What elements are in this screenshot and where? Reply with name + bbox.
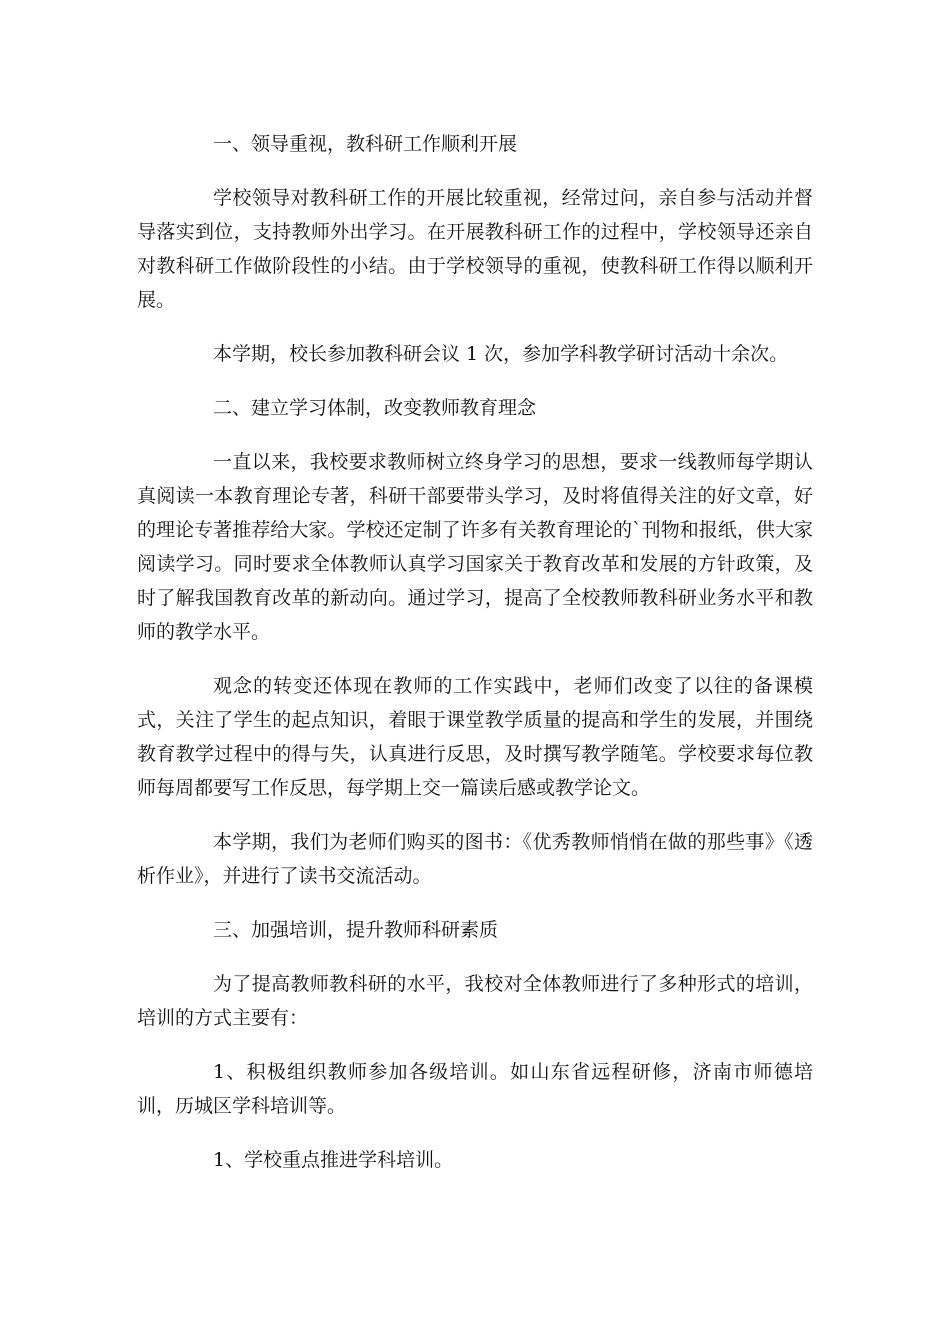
section-heading-leadership: 一、领导重视，教科研工作顺利开展	[213, 133, 518, 155]
paragraph-concept-change: 观念的转变还体现在教师的工作实践中，老师们改变了以往的备课模式，关注了学生的起点知识，着眼于课堂教学质量的提高和学生的发展，并围绕教育教学过程中的得与失，认真进行反思，及时撰写教学随笔。学校要求每位教师每周都要写工作反思，每学期上交一篇读后感或教学论文。	[137, 675, 813, 799]
paragraph-books-purchased: 本学期，我们为老师们购买的图书：《优秀教师悄悄在做的那些事》《透析作业》，并进行了读书交流活动。	[137, 831, 813, 887]
section-heading-learning-system: 二、建立学习体制，改变教师教育理念	[213, 397, 537, 419]
paragraph-training-intro: 为了提高教师教科研的水平，我校对全体教师进行了多种形式的培训，培训的方式主要有：	[137, 973, 813, 1029]
document-body	[137, 127, 813, 1197]
section-heading-training: 三、加强培训，提升教师科研素质	[213, 919, 499, 941]
paragraph-lifelong-learning: 一直以来，我校要求教师树立终身学习的思想，要求一线教师每学期认真阅读一本教育理论专著，科研干部要带头学习，及时将值得关注的好文章，好的理论专著推荐给大家。学校还定制了许多有关教育理论的`刊物和报纸，供大家阅读学习。同时要求全体教师认真学习国家关于教育改革和发展的方针政策，及时了解我国教育改革的新动向。通过学习，提高了全校教师教科研业务水平和教师的教学水平。	[137, 451, 813, 643]
paragraph-principal-meetings: 本学期，校长参加教科研会议 1 次，参加学科教学研讨活动十余次。	[213, 343, 789, 365]
list-item-training-1: 1、积极组织教师参加各级培训。如山东省远程研修，济南市师德培训，历城区学科培训等。	[137, 1061, 813, 1117]
paragraph-leadership-support: 学校领导对教科研工作的开展比较重视，经常过问，亲自参与活动并督导落实到位，支持教师外出学习。在开展教科研工作的过程中，学校领导还亲自对教科研工作做阶段性的小结。由于学校领导的重视，使教科研工作得以顺利开展。	[137, 187, 813, 311]
list-item-training-2: 1、学校重点推进学科培训。	[213, 1149, 454, 1171]
